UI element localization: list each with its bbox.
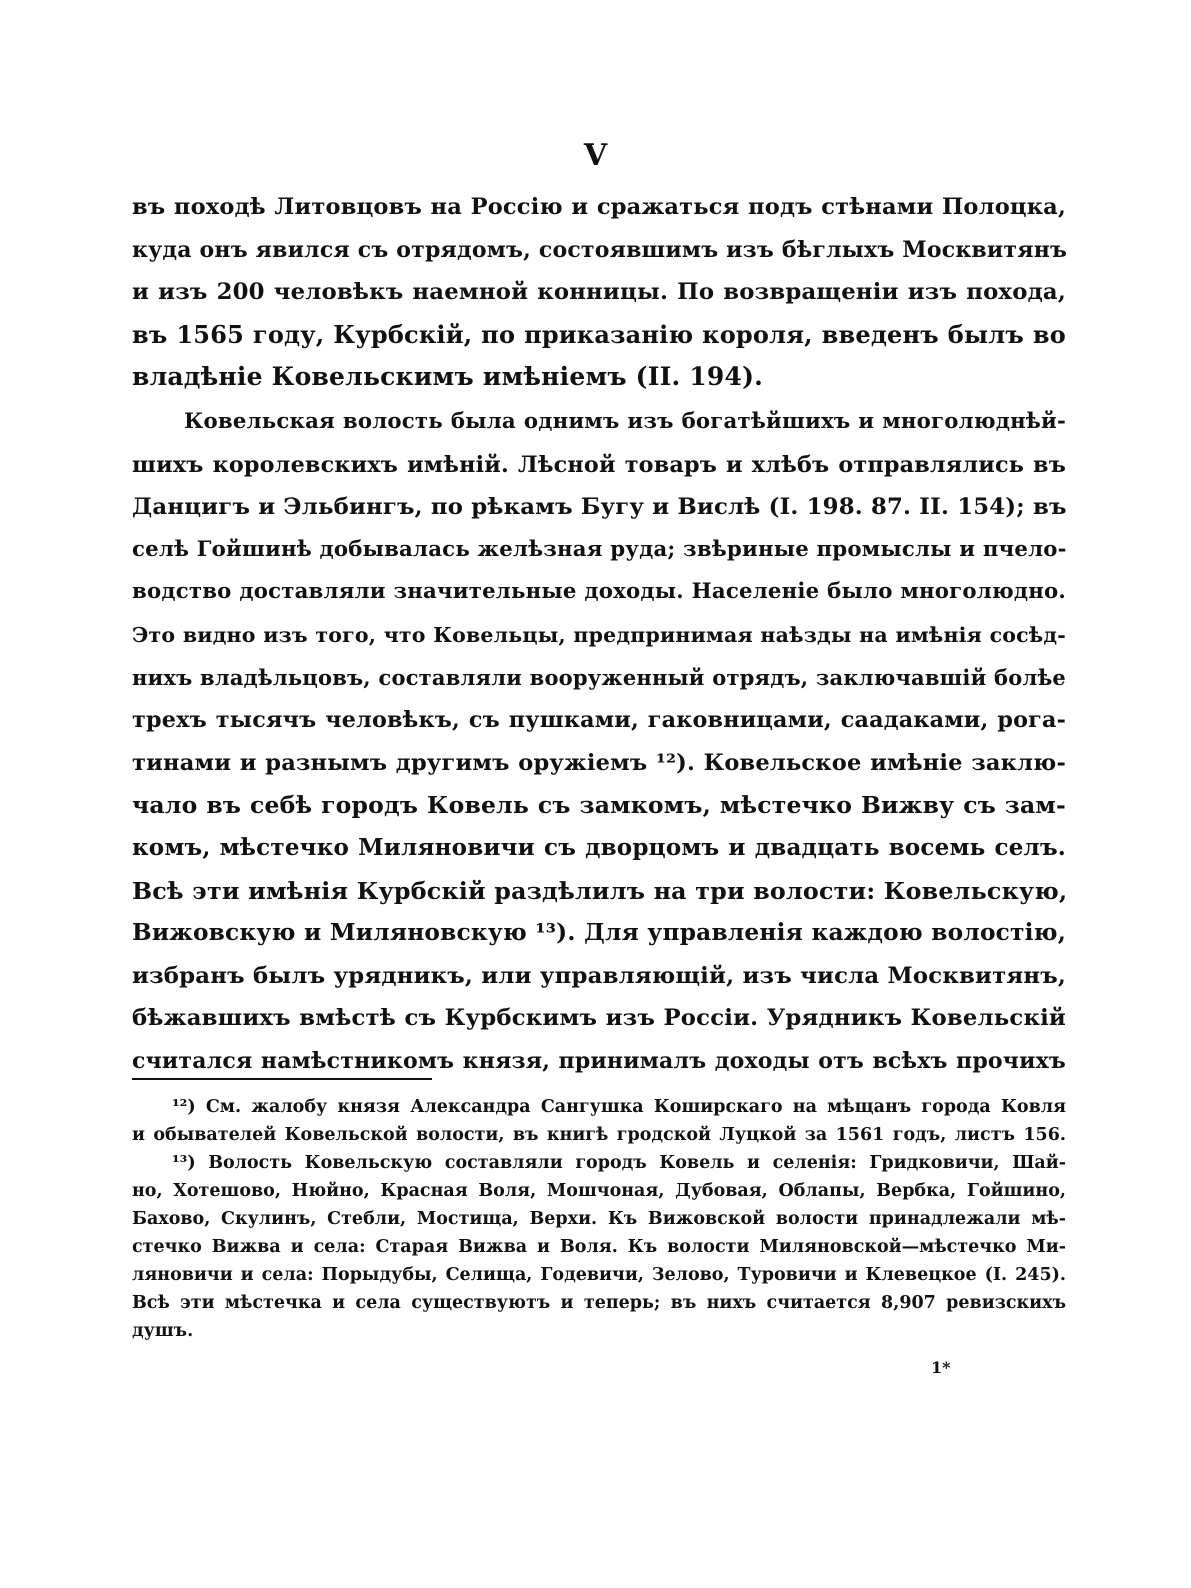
text-line: Ковельская волость была однимъ изъ богатѣйшихъ и многолюднѣй- [184,408,1066,434]
footnote-line: ляновичи и села: Порыдубы, Селища, Годевичи, Зелово, Туровичи и Клевецкое (I. 245). [132,1265,1066,1285]
text-line: избранъ былъ урядникъ, или управляющій, изъ числа Москвитянъ, [132,962,1066,989]
text-line: Это видно изъ того, что Ковельцы, предпринимая наѣзды на имѣнія сосѣд- [132,622,1066,647]
footnote-line: ¹³) Волость Ковельскую составляли городъ Ковель и селенія: Гридковичи, Шай- [172,1153,1066,1173]
text-line: Данцигъ и Эльбингъ, по рѣкамъ Бугу и Вислѣ (I. 198. 87. II. 154); въ [132,494,1067,521]
text-line: владѣніе Ковельскимъ имѣніемъ (II. 194). [132,362,764,392]
footnote-rule [132,1078,432,1080]
text-line: Вижовскую и Миляновскую ¹³). Для управленія каждою волостію, [132,919,1066,947]
text-line: селѣ Гойшинѣ добывалась желѣзная руда; звѣриные промыслы и пчело- [132,536,1067,562]
signature-mark: 1* [931,1358,951,1377]
text-line: водство доставляли значительные доходы. Населеніе было многолюдно. [132,579,1066,605]
footnote-line: ¹²) См. жалобу князя Александра Сангушка Коширскаго на мѣщанъ города Ковля [172,1097,1066,1117]
text-line: въ походѣ Литовцовъ на Россію и сражаться подъ стѣнами Полоцка, [132,194,1066,220]
text-line: чало въ себѣ городъ Ковель съ замкомъ, мѣстечко Вижву съ зам- [132,791,1066,820]
text-line: нихъ владѣльцовъ, составляли вооруженный отрядъ, заключавшій болѣе [132,664,1066,690]
footnote-line: и обывателей Ковельской волости, въ книгѣ гродской Луцкой за 1561 годъ, листъ 156. [132,1125,1066,1145]
text-line: куда онъ явился съ отрядомъ, состоявшимъ изъ бѣглыхъ Москвитянъ [132,236,1068,263]
text-line: считался намѣстникомъ князя, принималъ доходы отъ всѣхъ прочихъ [132,1047,1066,1074]
text-line: Всѣ эти имѣнія Курбскій раздѣлилъ на три волости: Ковельскую, [132,876,1068,905]
footnote-line: Бахово, Скулинъ, Стебли, Мостища, Верхи. Къ Вижовской волости принадлежали мѣ- [132,1209,1066,1229]
footnote-line: Всѣ эти мѣстечка и села существуютъ и теперь; въ нихъ считается 8,907 ревизскихъ [132,1293,1066,1313]
text-line: и изъ 200 человѣкъ наемной конницы. По возвращеніи изъ похода, [132,279,1066,306]
text-line: въ 1565 году, Курбскій, по приказанію короля, введенъ былъ во [132,319,1066,349]
footnote-line: но, Хотешово, Нюйно, Красная Воля, Мошчоная, Дубовая, Облапы, Вербка, Гойшино, [132,1181,1066,1201]
main-text [132,186,1066,1082]
text-line: комъ, мѣстечко Миляновичи съ дворцомъ и двадцать восемь селъ. [132,833,1066,861]
footnote-line: стечко Вижва и села: Старая Вижва и Воля. Къ волости Миляновской—мѣстечко Ми- [132,1237,1066,1257]
text-line: шихъ королевскихъ имѣній. Лѣсной товаръ и хлѣбъ отправлялись въ [132,451,1066,478]
text-line: бѣжавшихъ вмѣстѣ съ Курбскимъ изъ Россіи. Урядникъ Ковельскій [132,1005,1066,1032]
footnotes [132,1093,1066,1345]
text-line: тинами и разнымъ другимъ оружіемъ ¹²). Ковельское имѣніе заклю- [132,749,1066,776]
footnote-line: душъ. [132,1321,194,1341]
page-number: V [583,138,608,173]
text-line: трехъ тысячъ человѣкъ, съ пушками, гаковницами, саадаками, рога- [132,707,1066,734]
